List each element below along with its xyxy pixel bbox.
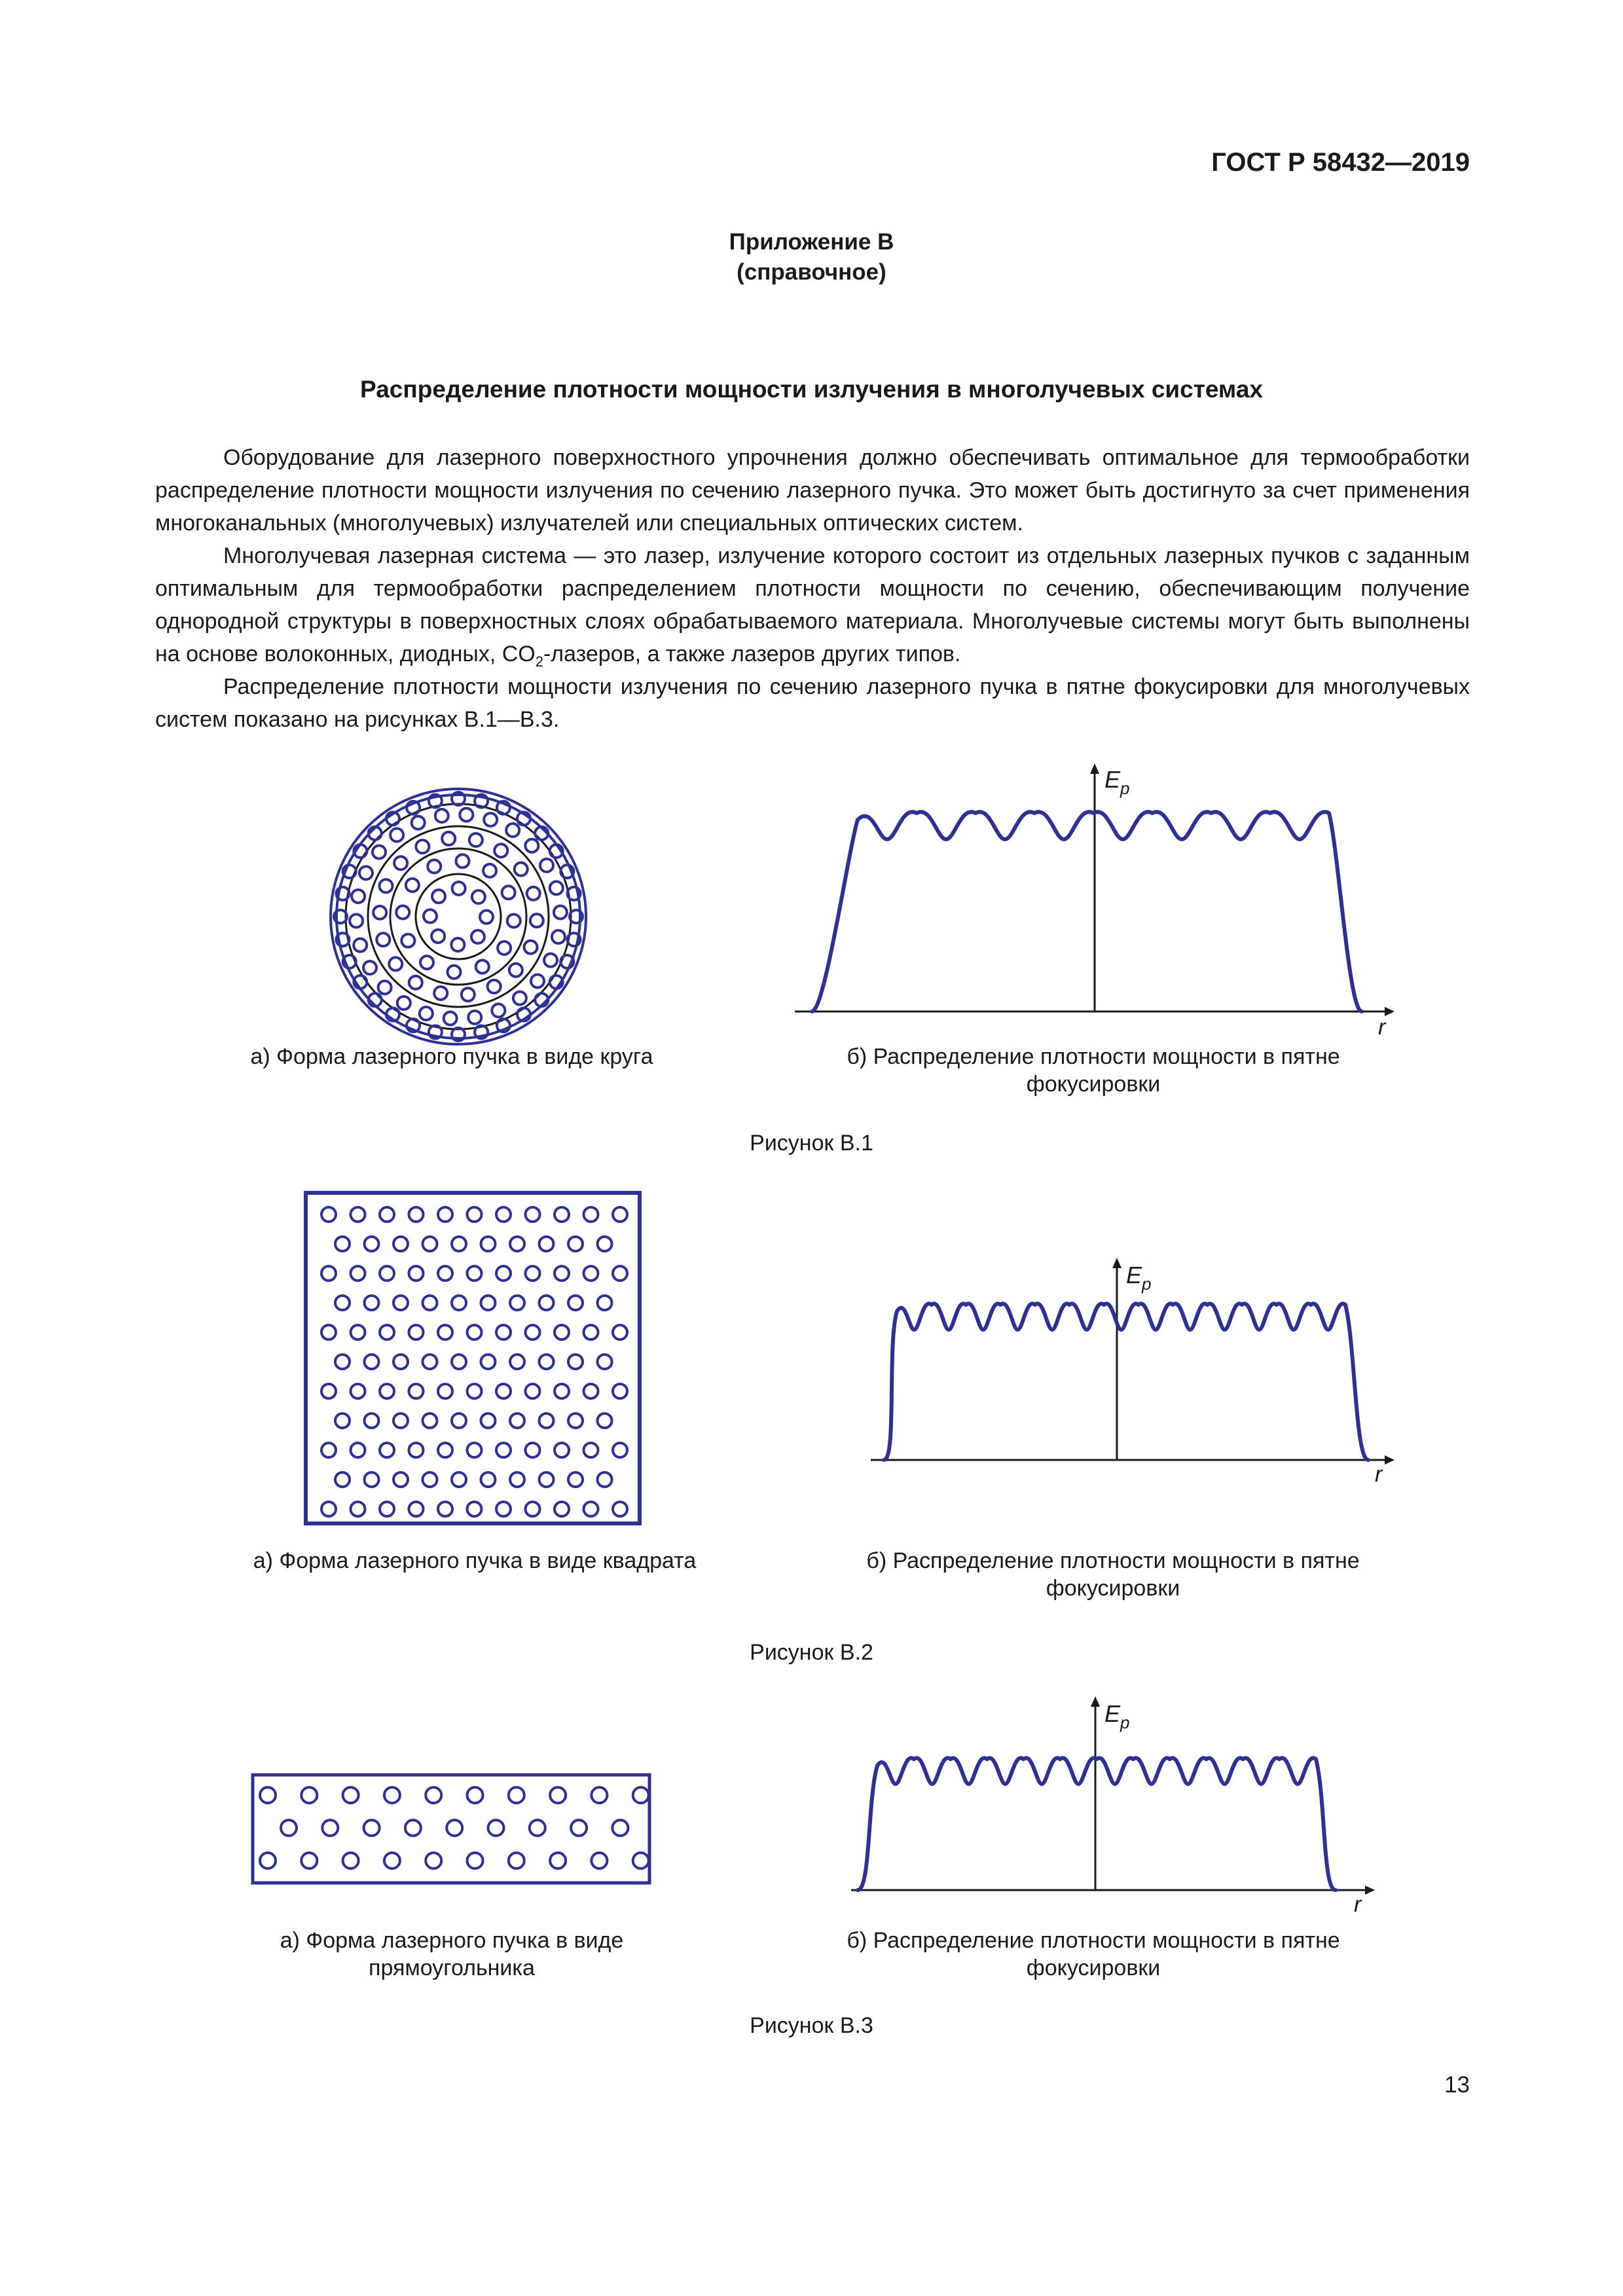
beamlet	[420, 956, 433, 969]
beamlet	[496, 1207, 511, 1222]
beamlet	[335, 1355, 350, 1369]
beamlet	[363, 961, 376, 974]
beamlet	[550, 881, 563, 894]
beamlet	[393, 1355, 408, 1369]
chart-1-density-curve	[812, 812, 1362, 1011]
beamlet	[496, 1266, 511, 1281]
beamlet	[393, 1237, 408, 1251]
power-density-chart-3	[845, 1692, 1388, 1922]
beamlet	[447, 1820, 462, 1836]
beamlet	[393, 1413, 408, 1428]
beamlet	[365, 1237, 379, 1251]
chart-2-y-label: $E_p$	[1126, 1262, 1152, 1294]
beamlet	[555, 1502, 569, 1516]
beamlet	[526, 1266, 540, 1281]
beamlet	[351, 1502, 365, 1516]
beamlet	[434, 987, 447, 1000]
beamlet	[378, 981, 392, 994]
beamlet	[613, 1502, 627, 1516]
beamlet	[555, 1384, 569, 1398]
beamlet	[452, 1413, 466, 1428]
beamlet	[598, 1472, 612, 1487]
beamlet	[484, 813, 497, 826]
beamlet	[509, 1787, 524, 1803]
beamlet	[584, 1502, 598, 1516]
power-density-chart-1	[786, 759, 1414, 1048]
beamlet	[612, 1820, 628, 1836]
beamlet	[384, 1853, 400, 1868]
beamlet	[396, 906, 409, 919]
beamlet	[509, 964, 522, 977]
beamlet	[524, 941, 538, 954]
chart-2-x-arrow	[1385, 1455, 1395, 1465]
paragraph-3: Распределение плотности мощности излучения по сечению лазерного пучка в пятне фокусировки для многолучевых систем показано на рисунках В.1—В.3.	[155, 674, 1470, 732]
beamlet	[510, 1296, 524, 1310]
beamlet	[426, 1787, 441, 1803]
beamlet	[373, 906, 386, 919]
beamlet	[513, 992, 526, 1005]
beamlet	[423, 1413, 437, 1428]
beamlet	[452, 882, 465, 895]
section-heading: Распределение плотности мощности излучения в многолучевых системах	[360, 376, 1263, 403]
beamlet	[335, 1413, 350, 1428]
guide-ring	[368, 826, 549, 1007]
beamlet	[584, 1384, 598, 1398]
chart-1-x-arrow	[1385, 1007, 1395, 1016]
beamlet	[390, 828, 403, 841]
beamlet	[467, 1853, 483, 1868]
beamlet	[380, 1384, 394, 1398]
beamlet	[584, 1207, 598, 1222]
beamlet	[393, 1296, 408, 1310]
beamlet	[343, 1853, 359, 1868]
beamlet	[468, 1011, 481, 1024]
beamlet	[539, 1413, 554, 1428]
beamlet	[540, 859, 553, 872]
beamlet	[510, 1472, 524, 1487]
beamlet	[420, 1007, 433, 1020]
beamlet	[379, 879, 392, 892]
beamlet	[613, 1384, 627, 1398]
annex-title: Приложение В	[729, 229, 894, 255]
beamlet	[426, 1853, 441, 1868]
beamlet	[442, 832, 455, 845]
beamlet	[539, 1472, 554, 1487]
beamlet	[506, 824, 519, 837]
beamlet	[423, 1355, 437, 1369]
beamlet	[492, 1004, 505, 1017]
beamlet	[301, 1853, 317, 1868]
annex-type: (справочное)	[737, 259, 886, 285]
guide-ring	[416, 874, 501, 959]
beamlet	[584, 1266, 598, 1281]
beamlet	[301, 1787, 317, 1803]
beamlet	[389, 957, 402, 970]
beamlet	[451, 938, 464, 951]
beamlet	[435, 809, 448, 822]
beamlet	[423, 1237, 437, 1251]
beamlet	[409, 1502, 424, 1516]
beamlet	[376, 933, 390, 946]
document-code: ГОСТ Р 58432—2019	[1211, 148, 1470, 177]
figure-3-caption-b: б) Распределение плотности мощности в пятне фокусировки	[847, 1928, 1340, 1980]
beamlet	[554, 906, 567, 919]
beamlet	[481, 1472, 496, 1487]
beamlet	[452, 1237, 466, 1251]
beamlet	[613, 1443, 627, 1457]
beamlet	[496, 1502, 511, 1516]
beamlet	[380, 1443, 394, 1457]
beamlet	[598, 1413, 612, 1428]
beamlet	[431, 930, 445, 943]
beamlet	[467, 1325, 482, 1339]
chart-3-x-arrow	[1365, 1886, 1375, 1895]
beamlet	[507, 914, 520, 927]
beamlet	[584, 1325, 598, 1339]
beamlet	[467, 1502, 482, 1516]
beamlet	[539, 1237, 554, 1251]
beamlet	[281, 1820, 297, 1836]
figure-1-caption-a: а) Форма лазерного пучка в виде круга	[250, 1044, 653, 1069]
beamlet	[544, 954, 557, 967]
beamlet	[539, 1296, 554, 1310]
beamlet	[424, 909, 437, 922]
beamlet	[481, 1296, 496, 1310]
beamlet	[488, 1820, 504, 1836]
beamlet	[380, 1502, 394, 1516]
beamlet	[384, 1787, 400, 1803]
chart-3-x-label: r	[1354, 1892, 1362, 1917]
beamlet	[467, 1787, 483, 1803]
beamlet	[351, 1266, 365, 1281]
beamlet	[550, 1787, 566, 1803]
beamlet	[531, 974, 544, 987]
beamlet	[321, 1266, 336, 1281]
beamlet	[321, 1502, 336, 1516]
beamlet	[448, 966, 461, 979]
beamlet	[343, 1787, 359, 1803]
beamlet	[633, 1787, 649, 1803]
beamlet	[452, 1296, 466, 1310]
beamlet	[526, 1502, 540, 1516]
beamlet	[335, 1296, 350, 1310]
beamlet	[428, 860, 441, 873]
figure-3-label: Рисунок В.3	[750, 2013, 873, 2038]
beamlet	[515, 863, 528, 876]
beamlet	[438, 1266, 452, 1281]
beamlet	[469, 833, 483, 847]
beamlet	[373, 846, 386, 859]
beamlet	[322, 1820, 338, 1836]
beamlet	[354, 939, 367, 952]
beamlet	[365, 1355, 379, 1369]
beamlet	[365, 1413, 379, 1428]
beamlet	[260, 1853, 276, 1868]
beamlet	[613, 1325, 627, 1339]
beamlet	[321, 1384, 336, 1398]
beamlet	[509, 1853, 524, 1868]
beamlet	[432, 890, 445, 903]
beamlet	[530, 1820, 545, 1836]
beamlet	[633, 1853, 649, 1868]
beamlet	[380, 1325, 394, 1339]
beamlet	[496, 1443, 511, 1457]
beamlet	[321, 1325, 336, 1339]
beamlet	[444, 1012, 457, 1025]
chart-3-y-label: $E_p$	[1104, 1700, 1130, 1732]
beamlet	[467, 1207, 482, 1222]
beamlet	[591, 1787, 607, 1803]
beamlet	[364, 1820, 380, 1836]
beamlet	[335, 1237, 350, 1251]
beamlet	[394, 856, 407, 869]
paragraph-2: Многолучевая лазерная система — это лазер, излучение которого состоит из отдельных лазерных пучков с заданным оптимальным для термообработки распределением плотности мощности по сечению, обеспечивающим получение однородной структуры в поверхностных слоях обрабатываемого материала. Многолучевые системы могут быть выполнены на основе волоконных, диодных, $CO_2$-лазеров, а также лазеров других типов.	[155, 543, 1470, 670]
beamlet	[438, 1207, 452, 1222]
beamlet	[352, 890, 365, 903]
beamlet	[409, 1384, 424, 1398]
beamlet	[584, 1443, 598, 1457]
beamlet	[555, 1443, 569, 1457]
beamlet	[598, 1296, 612, 1310]
beamlet	[409, 976, 422, 989]
beamlet	[530, 914, 543, 927]
beamlet	[365, 1472, 379, 1487]
beamlet	[526, 1325, 540, 1339]
figure-2-caption-b: б) Распределение плотности мощности в пятне фокусировки	[866, 1548, 1360, 1601]
beamlet	[472, 890, 485, 903]
beamlet	[555, 1266, 569, 1281]
beamlet	[483, 864, 496, 877]
beamlet	[613, 1207, 627, 1222]
beamlet	[460, 808, 473, 821]
beamlet	[462, 988, 475, 1001]
beamlet	[552, 930, 565, 943]
figure-1-label: Рисунок В.1	[750, 1131, 873, 1156]
beamlet	[488, 980, 501, 993]
guide-ring	[390, 848, 526, 985]
beamlet	[423, 1472, 437, 1487]
beamlet	[481, 1355, 496, 1369]
beamlet	[467, 1266, 482, 1281]
beamlet	[550, 1853, 566, 1868]
beamlet	[351, 1384, 365, 1398]
page-number: 13	[1444, 2072, 1470, 2098]
beamlet	[526, 1443, 540, 1457]
beamlet	[510, 1237, 524, 1251]
beamlet	[471, 930, 484, 943]
beamlet	[498, 941, 511, 955]
beamlet	[598, 1355, 612, 1369]
beamlet	[405, 1820, 421, 1836]
beamlet	[438, 1384, 452, 1398]
beamlet	[568, 1355, 583, 1369]
beamlet	[502, 886, 515, 899]
beamlet	[409, 1266, 424, 1281]
chart-3-y-arrow	[1091, 1696, 1100, 1707]
beamlet	[335, 1472, 350, 1487]
beamlet	[525, 839, 538, 852]
beam-shape-square	[301, 1188, 648, 1529]
beamlet	[526, 1384, 540, 1398]
chart-1-y-label: $E_p$	[1104, 766, 1130, 798]
beamlet	[481, 1237, 496, 1251]
beamlet	[452, 1472, 466, 1487]
beamlet	[359, 866, 373, 879]
beamlet	[568, 1237, 583, 1251]
beamlet	[380, 1266, 394, 1281]
beamlet	[321, 1443, 336, 1457]
beamlet	[438, 1502, 452, 1516]
beamlet	[351, 1443, 365, 1457]
body-text	[155, 441, 1470, 736]
beamlet	[321, 1207, 336, 1222]
beamlet	[409, 1207, 424, 1222]
beamlet	[423, 1296, 437, 1310]
beamlet	[496, 1384, 511, 1398]
beamlet	[438, 1325, 452, 1339]
beamlet	[571, 1820, 587, 1836]
beamlet	[416, 840, 429, 853]
beamlet	[494, 844, 507, 857]
beamlet	[467, 1384, 482, 1398]
chart-1-x-label: r	[1378, 1015, 1386, 1040]
beamlet	[351, 1207, 365, 1222]
beamlet	[598, 1237, 612, 1251]
figure-2-caption-a: а) Форма лазерного пучка в виде квадрата	[253, 1548, 697, 1573]
beamlet	[409, 1325, 424, 1339]
figure-3-caption-a: а) Форма лазерного пучка в виде прямоугольника	[280, 1928, 624, 1980]
paragraph-1: Оборудование для лазерного поверхностного упрочнения должно обеспечивать оптимальное для термообработки распределение плотности мощности излучения по сечению лазерного пучка. Это может быть достигнуто за счет применения многоканальных (многолучевых) излучателей или специальных оптических систем.	[155, 445, 1470, 536]
beam-shape-circle	[321, 779, 596, 1054]
beamlet	[568, 1296, 583, 1310]
beamlet	[397, 996, 410, 1010]
beamlet	[456, 854, 469, 867]
beamlet	[350, 914, 363, 927]
outer-ring	[337, 795, 580, 1038]
beamlet	[555, 1325, 569, 1339]
beamlet	[351, 1325, 365, 1339]
beamlet	[496, 1325, 511, 1339]
beamlet	[555, 1207, 569, 1222]
beamlet	[438, 1443, 452, 1457]
power-density-chart-2	[864, 1254, 1408, 1489]
figure-2-label: Рисунок В.2	[750, 1640, 873, 1665]
beamlet	[401, 934, 414, 947]
beamlet	[260, 1787, 276, 1803]
beamlet	[510, 1413, 524, 1428]
beamlet	[527, 887, 540, 900]
chart-2-y-arrow	[1112, 1258, 1122, 1268]
chart-3-density-curve	[858, 1758, 1336, 1890]
beamlet	[591, 1853, 607, 1868]
beamlet	[510, 1355, 524, 1369]
chart-1-y-arrow	[1090, 763, 1099, 774]
beamlet	[393, 1472, 408, 1487]
beamlet	[480, 911, 493, 924]
beamlet	[481, 1413, 496, 1428]
chart-1-axes	[795, 771, 1385, 1011]
beamlet	[452, 1355, 466, 1369]
beamlet	[613, 1266, 627, 1281]
beamlet	[380, 1207, 394, 1222]
figure-1-caption-b: б) Распределение плотности мощности в пятне фокусировки	[847, 1044, 1340, 1097]
beamlet	[539, 1355, 554, 1369]
beam-shape-rectangle	[249, 1771, 655, 1889]
chart-2-density-curve	[884, 1303, 1368, 1460]
beamlet	[365, 1296, 379, 1310]
beamlet	[409, 1443, 424, 1457]
beamlet	[467, 1443, 482, 1457]
beamlet	[526, 1207, 540, 1222]
beamlet	[476, 960, 489, 974]
chart-2-x-label: r	[1375, 1462, 1383, 1487]
beamlet	[412, 816, 425, 829]
beamlet	[406, 879, 419, 892]
beamlet	[568, 1472, 583, 1487]
beamlet	[568, 1413, 583, 1428]
